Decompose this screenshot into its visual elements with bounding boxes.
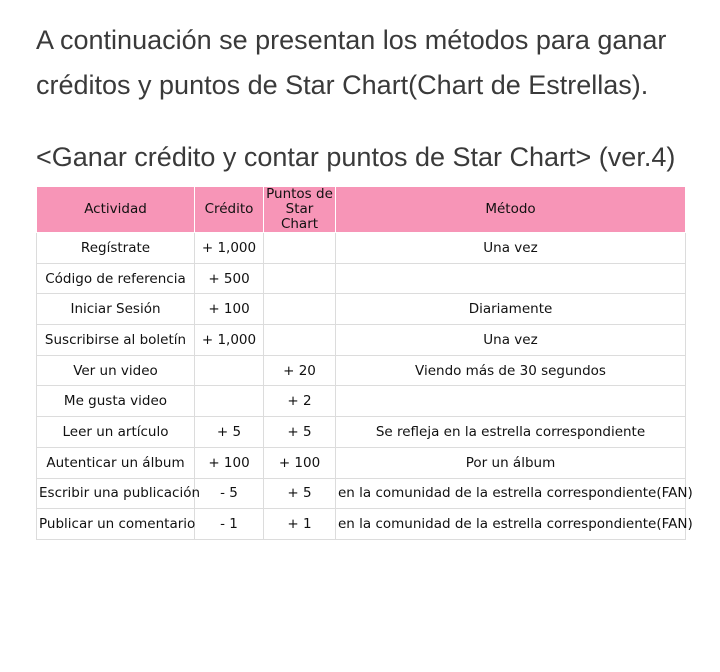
column-header-actividad: Actividad	[37, 187, 195, 233]
column-header-metodo: Método	[336, 187, 686, 233]
cell-metodo	[336, 386, 686, 417]
cell-credito: + 100	[195, 447, 264, 478]
cell-metodo: en la comunidad de la estrella correspondiente(FAN)	[336, 509, 686, 540]
table-row	[37, 447, 686, 478]
rewards-table	[36, 186, 693, 540]
table-header-row	[37, 187, 686, 233]
table-row	[37, 355, 686, 386]
cell-puntos: + 1	[264, 509, 336, 540]
cell-puntos: + 5	[264, 478, 336, 509]
table-row	[37, 263, 686, 294]
cell-actividad: Iniciar Sesión	[37, 294, 195, 325]
intro-paragraph: A continuación se presentan los métodos para ganar créditos y puntos de Star Chart(Chart de Estrellas).	[36, 25, 667, 100]
cell-actividad: Me gusta video	[37, 386, 195, 417]
cell-credito: + 500	[195, 263, 264, 294]
cell-metodo: Una vez	[336, 233, 686, 264]
cell-metodo: Por un álbum	[336, 447, 686, 478]
cell-metodo: Viendo más de 30 segundos	[336, 355, 686, 386]
table-row	[37, 294, 686, 325]
cell-puntos: + 20	[264, 355, 336, 386]
cell-puntos: + 100	[264, 447, 336, 478]
cell-credito	[195, 355, 264, 386]
cell-credito: + 1,000	[195, 325, 264, 356]
cell-puntos	[264, 233, 336, 264]
cell-actividad: Código de referencia	[37, 263, 195, 294]
cell-puntos	[264, 294, 336, 325]
article-content	[36, 18, 693, 540]
cell-actividad: Ver un video	[37, 355, 195, 386]
table-row	[37, 325, 686, 356]
cell-credito: - 1	[195, 509, 264, 540]
table-row	[37, 478, 686, 509]
cell-actividad: Escribir una publicación	[37, 478, 195, 509]
cell-metodo: Se refleja en la estrella correspondiente	[336, 417, 686, 448]
cell-actividad: Suscribirse al boletín	[37, 325, 195, 356]
column-header-puntos: Puntos de Star Chart	[264, 187, 336, 233]
table-row	[37, 417, 686, 448]
cell-credito: + 1,000	[195, 233, 264, 264]
table-row	[37, 386, 686, 417]
cell-credito: + 100	[195, 294, 264, 325]
cell-puntos: + 2	[264, 386, 336, 417]
cell-puntos: + 5	[264, 417, 336, 448]
cell-metodo: en la comunidad de la estrella correspondiente(FAN)	[336, 478, 686, 509]
column-header-credito: Crédito	[195, 187, 264, 233]
section-title: <Ganar crédito y contar puntos de Star Chart> (ver.4)	[36, 142, 676, 172]
cell-credito	[195, 386, 264, 417]
cell-actividad: Autenticar un álbum	[37, 447, 195, 478]
cell-puntos	[264, 325, 336, 356]
cell-actividad: Regístrate	[37, 233, 195, 264]
table-row	[37, 233, 686, 264]
cell-actividad: Leer un artículo	[37, 417, 195, 448]
cell-metodo	[336, 263, 686, 294]
cell-credito: - 5	[195, 478, 264, 509]
table-row	[37, 509, 686, 540]
cell-metodo: Diariamente	[336, 294, 686, 325]
cell-credito: + 5	[195, 417, 264, 448]
cell-actividad: Publicar un comentario	[37, 509, 195, 540]
cell-puntos	[264, 263, 336, 294]
cell-metodo: Una vez	[336, 325, 686, 356]
